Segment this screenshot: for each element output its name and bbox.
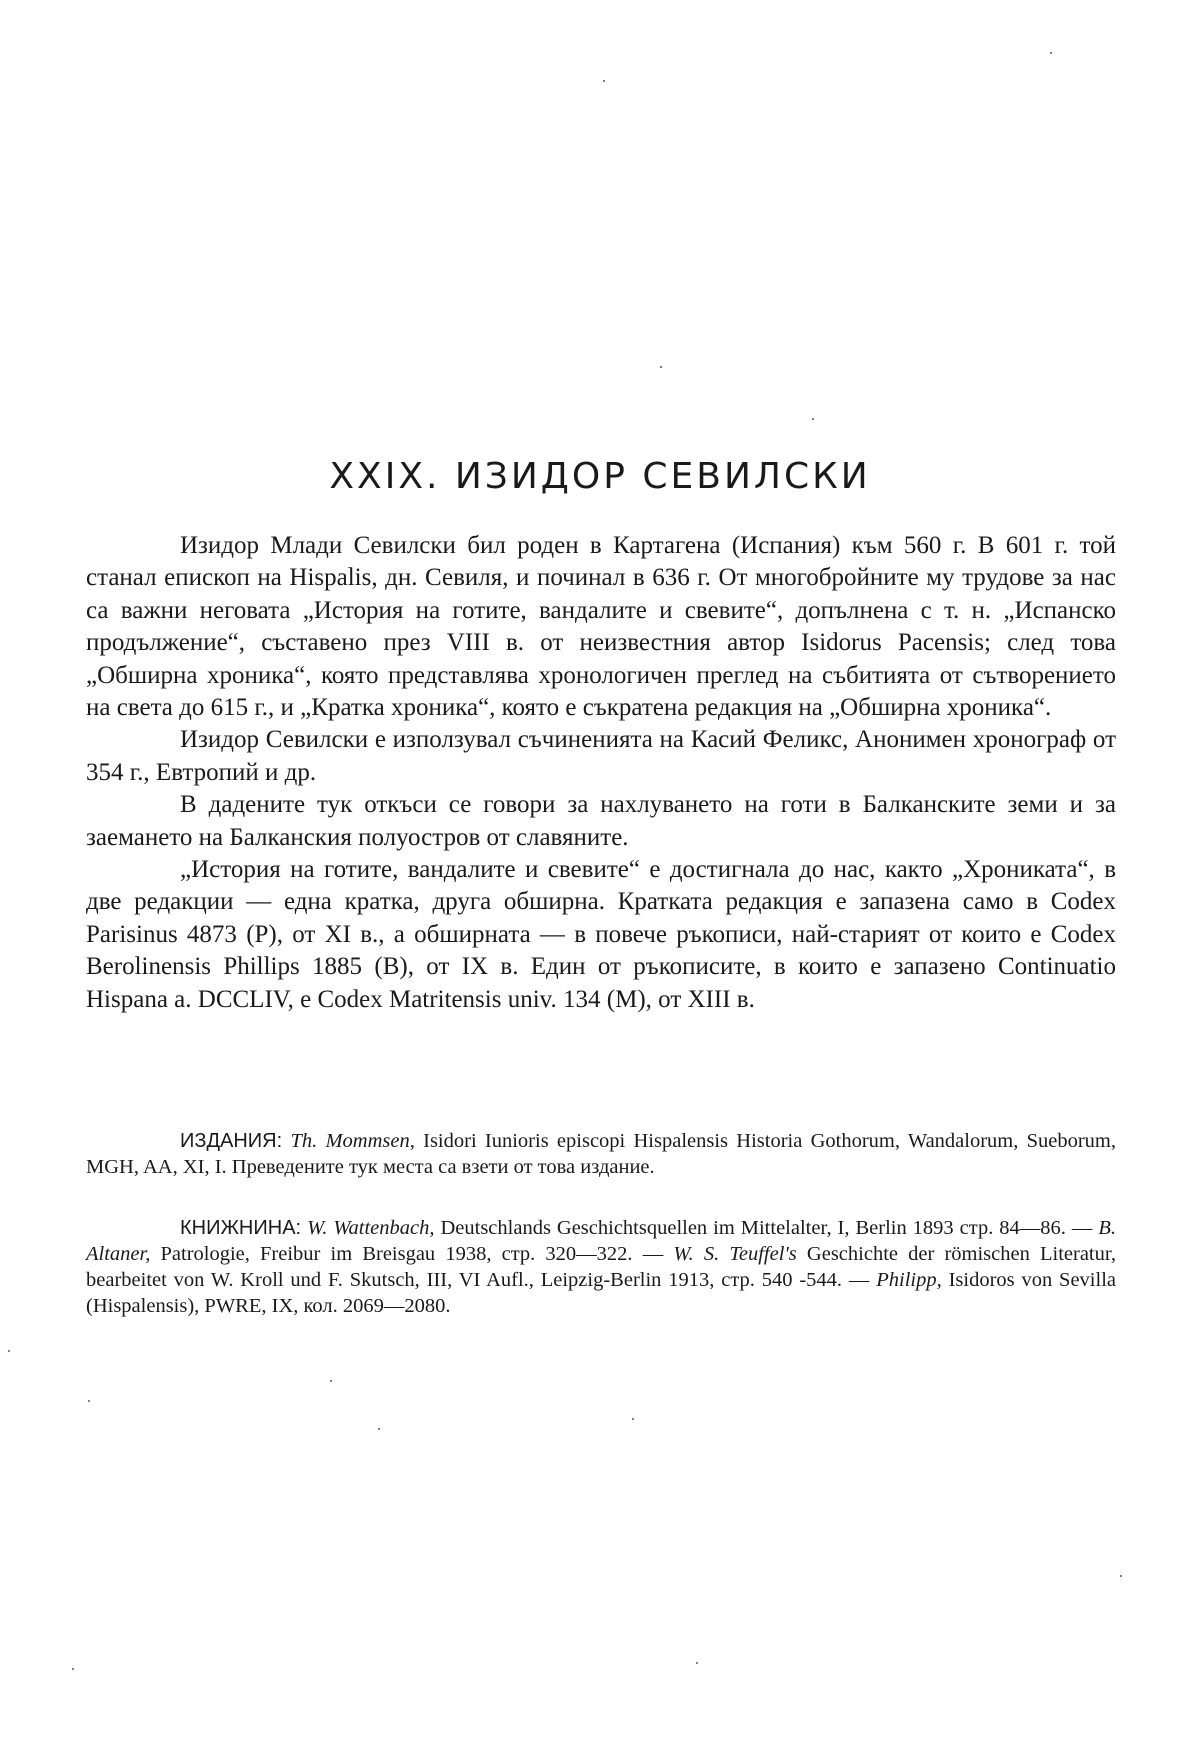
scan-speck <box>8 1350 10 1352</box>
reference-text: Patrologie, Freibur im Breisgau 1938, стр. 320—322. — <box>160 1243 664 1265</box>
scan-speck <box>330 1380 332 1382</box>
reference-text: Isidoros von Sevilla (Hispalensis), PWRE, IX, кол. 2069—2080. <box>86 1269 1116 1317</box>
literature-entry <box>86 1215 1116 1319</box>
scan-speck <box>660 366 662 368</box>
editions-section <box>86 1128 1116 1180</box>
editions-text: Isidori Iunioris episcopi Hispalensis Historia Gothorum, Wandalorum, Sueborum, MGH, AA, XI, I. Преведените тук места са взети от това издание. <box>86 1130 1117 1178</box>
author-name: W. S. Teuffel's <box>673 1243 797 1265</box>
editions-label: ИЗДАНИЯ: <box>180 1130 283 1152</box>
scan-speck <box>88 1400 90 1402</box>
literature-section <box>86 1215 1116 1319</box>
paragraph: В дадените тук откъси се говори за нахлуването на готи в Балканските земи и за заемането на Балканския полуостров от славяните. <box>86 791 1116 851</box>
paragraph: „История на готите, вандалите и свевите“ е достигнала до нас, както „Хрониката“, в две редакции — една кратка, друга обширна. Кратката редакция е запазена само в Codex Parisinus 4873 (P), от XI в., а обширната — в повече ръкописи, най-старият от които е Codex Berolinensis Phillips 1885 (B), от IX в. Един от ръкописите, в които е запазено Continuatio Hispana a. DCCLIV, е Codex Matritensis univ. 134 (M), от XIII в. <box>86 856 1116 1013</box>
editions-entry <box>86 1128 1116 1180</box>
chapter-title: XXIX. ИЗИДОР СЕВИЛСКИ <box>329 456 871 497</box>
scan-speck <box>72 1668 74 1670</box>
scan-speck <box>603 80 605 82</box>
scan-speck <box>812 418 814 420</box>
paragraph: Изидор Севилски е използувал съчиненията на Касий Феликс, Анонимен хронограф от 354 г., Евтропий и др. <box>86 726 1116 786</box>
reference-text: Deutschlands Geschichtsquellen im Mittelalter, I, Berlin 1893 стр. 84—86. — <box>440 1217 1093 1239</box>
scan-speck <box>696 1662 698 1664</box>
scan-speck <box>378 1428 380 1430</box>
author-name: W. Wattenbach, <box>307 1217 435 1239</box>
author-name: Philipp, <box>876 1269 942 1291</box>
scan-speck <box>632 1418 634 1420</box>
literature-label: КНИЖНИНА: <box>180 1217 302 1239</box>
author-name: Th. Mommsen, <box>290 1130 415 1152</box>
scan-speck <box>1120 1575 1122 1577</box>
body-text <box>86 530 1116 1016</box>
scan-speck <box>1050 52 1052 54</box>
paragraph: Изидор Млади Севилски бил роден в Картагена (Испания) към 560 г. В 601 г. той станал епископ на Hispalis, дн. Севиля, и починал в 636 г. От многобройните му трудове за нас са важни неговата „История на готите, вандалите и свевите“, допълнена с т. н. „Испанско продължение“, съставено през VIII в. от неизвестния автор Isidorus Pacensis; след това „Обширна хроника“, която представлява хронологичен преглед на събитията от сътворението на света до 615 г., и „Кратка хроника“, която е съкратена редакция на „Обширна хроника“. <box>86 532 1116 722</box>
reference-text: Geschichte der römischen Literatur, bearbeitet von W. Kroll und F. Skutsch, III, VI Aufl., Leipzig-Berlin 1913, стр. 540 -544. — <box>86 1243 1117 1291</box>
author-name: B. Altaner, <box>86 1217 1116 1265</box>
